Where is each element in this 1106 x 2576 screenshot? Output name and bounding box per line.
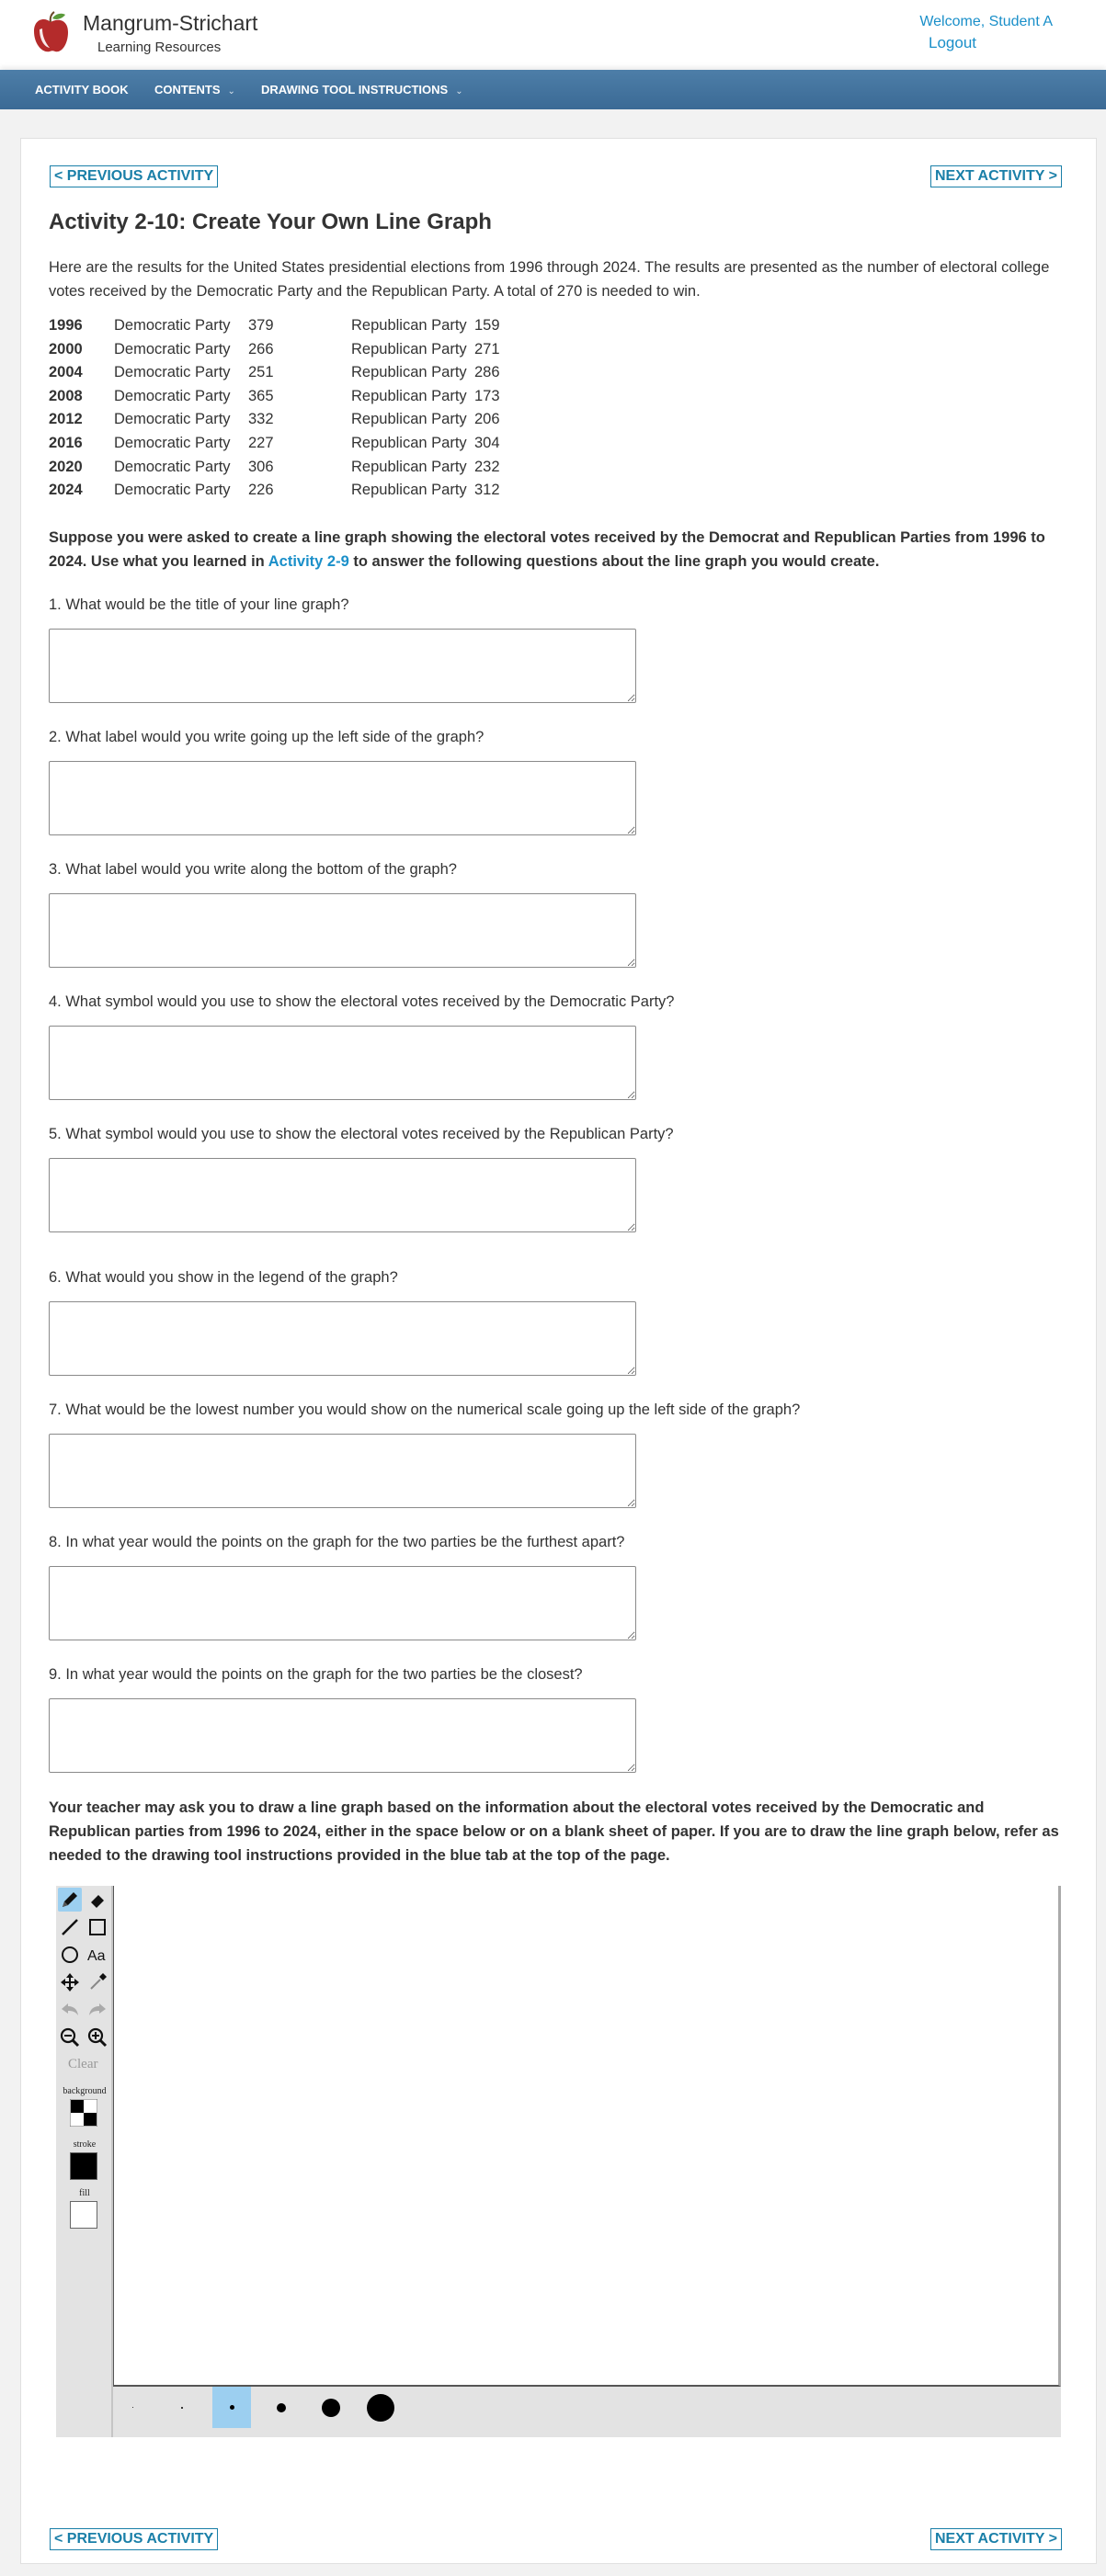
move-icon[interactable] (58, 1970, 82, 1994)
brush-size-bar (113, 2387, 1061, 2437)
republican-votes: 173 (474, 387, 500, 404)
brush-size-5[interactable] (312, 2387, 350, 2428)
welcome-text: Welcome, Student A (919, 14, 1053, 29)
question-label-1: 1. What would be the title of your line graph? (49, 596, 349, 613)
answer-field-9[interactable] (49, 1698, 636, 1773)
chevron-down-icon: ⌄ (227, 86, 235, 96)
fill-color-swatch[interactable] (70, 2201, 97, 2229)
instructions-part1: Suppose you were asked to create a line graph showing the electoral votes received by the Democrat and Republican Parties from 1996 to 2024. Use what you learned in (49, 529, 1045, 570)
drawing-canvas[interactable] (113, 1886, 1061, 2387)
brush-size-2[interactable] (163, 2387, 201, 2428)
line-icon[interactable] (58, 1915, 82, 1939)
republican-votes: 304 (474, 435, 500, 451)
drawing-tool (56, 1886, 1061, 2437)
democratic-votes: 226 (248, 482, 274, 499)
next-activity-button[interactable]: NEXT ACTIVITY > (930, 165, 1062, 187)
question-label-5: 5. What symbol would you use to show the electoral votes received by the Republican Party? (49, 1126, 674, 1142)
redo-icon[interactable] (86, 1998, 109, 2022)
republican-party-label: Republican Party (351, 411, 467, 428)
instructions-text (49, 526, 1069, 573)
nav-activity-book[interactable] (35, 70, 129, 109)
brush-size-4[interactable] (262, 2387, 301, 2428)
background-swatch[interactable] (70, 2099, 97, 2127)
democratic-party-label: Democratic Party (114, 387, 231, 404)
result-year: 2004 (49, 364, 83, 381)
svg-text:Aa: Aa (87, 1948, 106, 1964)
republican-votes: 271 (474, 340, 500, 357)
result-year: 2020 (49, 458, 83, 475)
republican-party-label: Republican Party (351, 364, 467, 381)
drawing-instructions: Your teacher may ask you to draw a line graph based on the information about the electoral votes received by the Democratic and Republican parties from 1996 to 2024, either in the space below or on a blank sheet of paper. If you are to draw the line graph below, refer as needed to the drawing tool instructions provided in the blue tab at the top of the page. (49, 1799, 1059, 1864)
republican-votes: 159 (474, 317, 500, 334)
brand-name[interactable]: Mangrum-Strichart (83, 11, 258, 35)
democratic-votes: 306 (248, 458, 274, 475)
answer-field-2[interactable] (49, 761, 636, 835)
stroke-color-swatch[interactable] (70, 2152, 97, 2180)
republican-party-label: Republican Party (351, 435, 467, 451)
answer-field-1[interactable] (49, 629, 636, 703)
rectangle-icon[interactable] (86, 1915, 109, 1939)
background-label: background (63, 2086, 107, 2096)
brand-subtitle: Learning Resources (97, 40, 222, 55)
republican-party-label: Republican Party (351, 482, 467, 499)
nav-contents-label: CONTENTS (154, 83, 221, 96)
republican-votes: 286 (474, 364, 500, 381)
instructions-part2: to answer the following questions about the line graph you would create. (348, 553, 880, 570)
next-activity-button-bottom[interactable]: NEXT ACTIVITY > (930, 2528, 1062, 2550)
result-year: 2012 (49, 411, 83, 428)
republican-party-label: Republican Party (351, 387, 467, 404)
clear-button[interactable]: Clear (68, 2057, 98, 2071)
zoom-in-icon[interactable] (86, 2026, 109, 2049)
eraser-icon[interactable] (86, 1888, 109, 1912)
answer-field-8[interactable] (49, 1566, 636, 1640)
democratic-votes: 227 (248, 435, 274, 451)
question-label-2: 2. What label would you write going up the left side of the graph? (49, 729, 485, 745)
drawing-toolbar (56, 1886, 113, 2437)
nav-activity-book-label: ACTIVITY BOOK (35, 83, 129, 96)
democratic-party-label: Democratic Party (114, 364, 231, 381)
result-year: 2024 (49, 482, 83, 499)
apple-logo-icon[interactable] (31, 11, 70, 55)
question-label-7: 7. What would be the lowest number you would show on the numerical scale going up the left side of the graph? (49, 1401, 801, 1418)
republican-party-label: Republican Party (351, 317, 467, 334)
fill-label: fill (79, 2188, 90, 2198)
republican-votes: 312 (474, 482, 500, 499)
activity-title: Activity 2-10: Create Your Own Line Graph (49, 210, 492, 234)
result-year: 2000 (49, 340, 83, 357)
republican-party-label: Republican Party (351, 340, 467, 357)
democratic-party-label: Democratic Party (114, 411, 231, 428)
question-label-3: 3. What label would you write along the bottom of the graph? (49, 861, 457, 878)
democratic-votes: 379 (248, 317, 274, 334)
answer-field-4[interactable] (49, 1026, 636, 1100)
republican-votes: 232 (474, 458, 500, 475)
answer-field-5[interactable] (49, 1158, 636, 1232)
previous-activity-button[interactable]: < PREVIOUS ACTIVITY (50, 165, 218, 187)
text-icon[interactable] (86, 1943, 109, 1967)
democratic-votes: 365 (248, 387, 274, 404)
zoom-out-icon[interactable] (58, 2026, 82, 2049)
activity-2-9-link[interactable]: Activity 2-9 (268, 553, 349, 570)
ellipse-icon[interactable] (58, 1943, 82, 1967)
democratic-party-label: Democratic Party (114, 317, 231, 334)
stroke-label: stroke (73, 2139, 97, 2150)
democratic-party-label: Democratic Party (114, 482, 231, 499)
undo-icon[interactable] (58, 1998, 82, 2022)
brush-size-1[interactable] (113, 2387, 152, 2428)
nav-contents[interactable] (154, 70, 235, 109)
result-year: 1996 (49, 317, 83, 334)
democratic-party-label: Democratic Party (114, 435, 231, 451)
republican-party-label: Republican Party (351, 458, 467, 475)
chevron-down-icon: ⌄ (455, 86, 463, 96)
question-label-9: 9. In what year would the points on the graph for the two parties be the closest? (49, 1666, 583, 1683)
democratic-votes: 266 (248, 340, 274, 357)
republican-votes: 206 (474, 411, 500, 428)
previous-activity-button-bottom[interactable]: < PREVIOUS ACTIVITY (50, 2528, 218, 2550)
democratic-party-label: Democratic Party (114, 340, 231, 357)
answer-field-7[interactable] (49, 1434, 636, 1508)
democratic-votes: 251 (248, 364, 274, 381)
eyedropper-icon[interactable] (86, 1970, 109, 1994)
logout-link[interactable]: Logout (929, 34, 976, 51)
result-year: 2016 (49, 435, 83, 451)
pencil-icon[interactable] (58, 1888, 82, 1912)
nav-drawing-tool-instructions[interactable] (261, 70, 463, 109)
site-header (0, 0, 1106, 70)
democratic-votes: 332 (248, 411, 274, 428)
answer-field-6[interactable] (49, 1301, 636, 1376)
brush-size-3[interactable] (212, 2387, 251, 2428)
result-year: 2008 (49, 387, 83, 404)
main-nav (0, 70, 1106, 109)
question-label-8: 8. In what year would the points on the graph for the two parties be the furthest apart? (49, 1534, 625, 1550)
democratic-party-label: Democratic Party (114, 458, 231, 475)
answer-field-3[interactable] (49, 893, 636, 968)
question-label-4: 4. What symbol would you use to show the electoral votes received by the Democratic Party? (49, 993, 675, 1010)
brush-size-6[interactable] (361, 2387, 400, 2428)
nav-drawing-tool-label: DRAWING TOOL INSTRUCTIONS (261, 83, 449, 96)
activity-intro: Here are the results for the United States presidential elections from 1996 through 2024. The results are presented as the number of electoral college votes received by the Democratic Party and the Republican Party. A total of 270 is needed to win. (49, 259, 1050, 300)
question-label-6: 6. What would you show in the legend of the graph? (49, 1269, 398, 1286)
